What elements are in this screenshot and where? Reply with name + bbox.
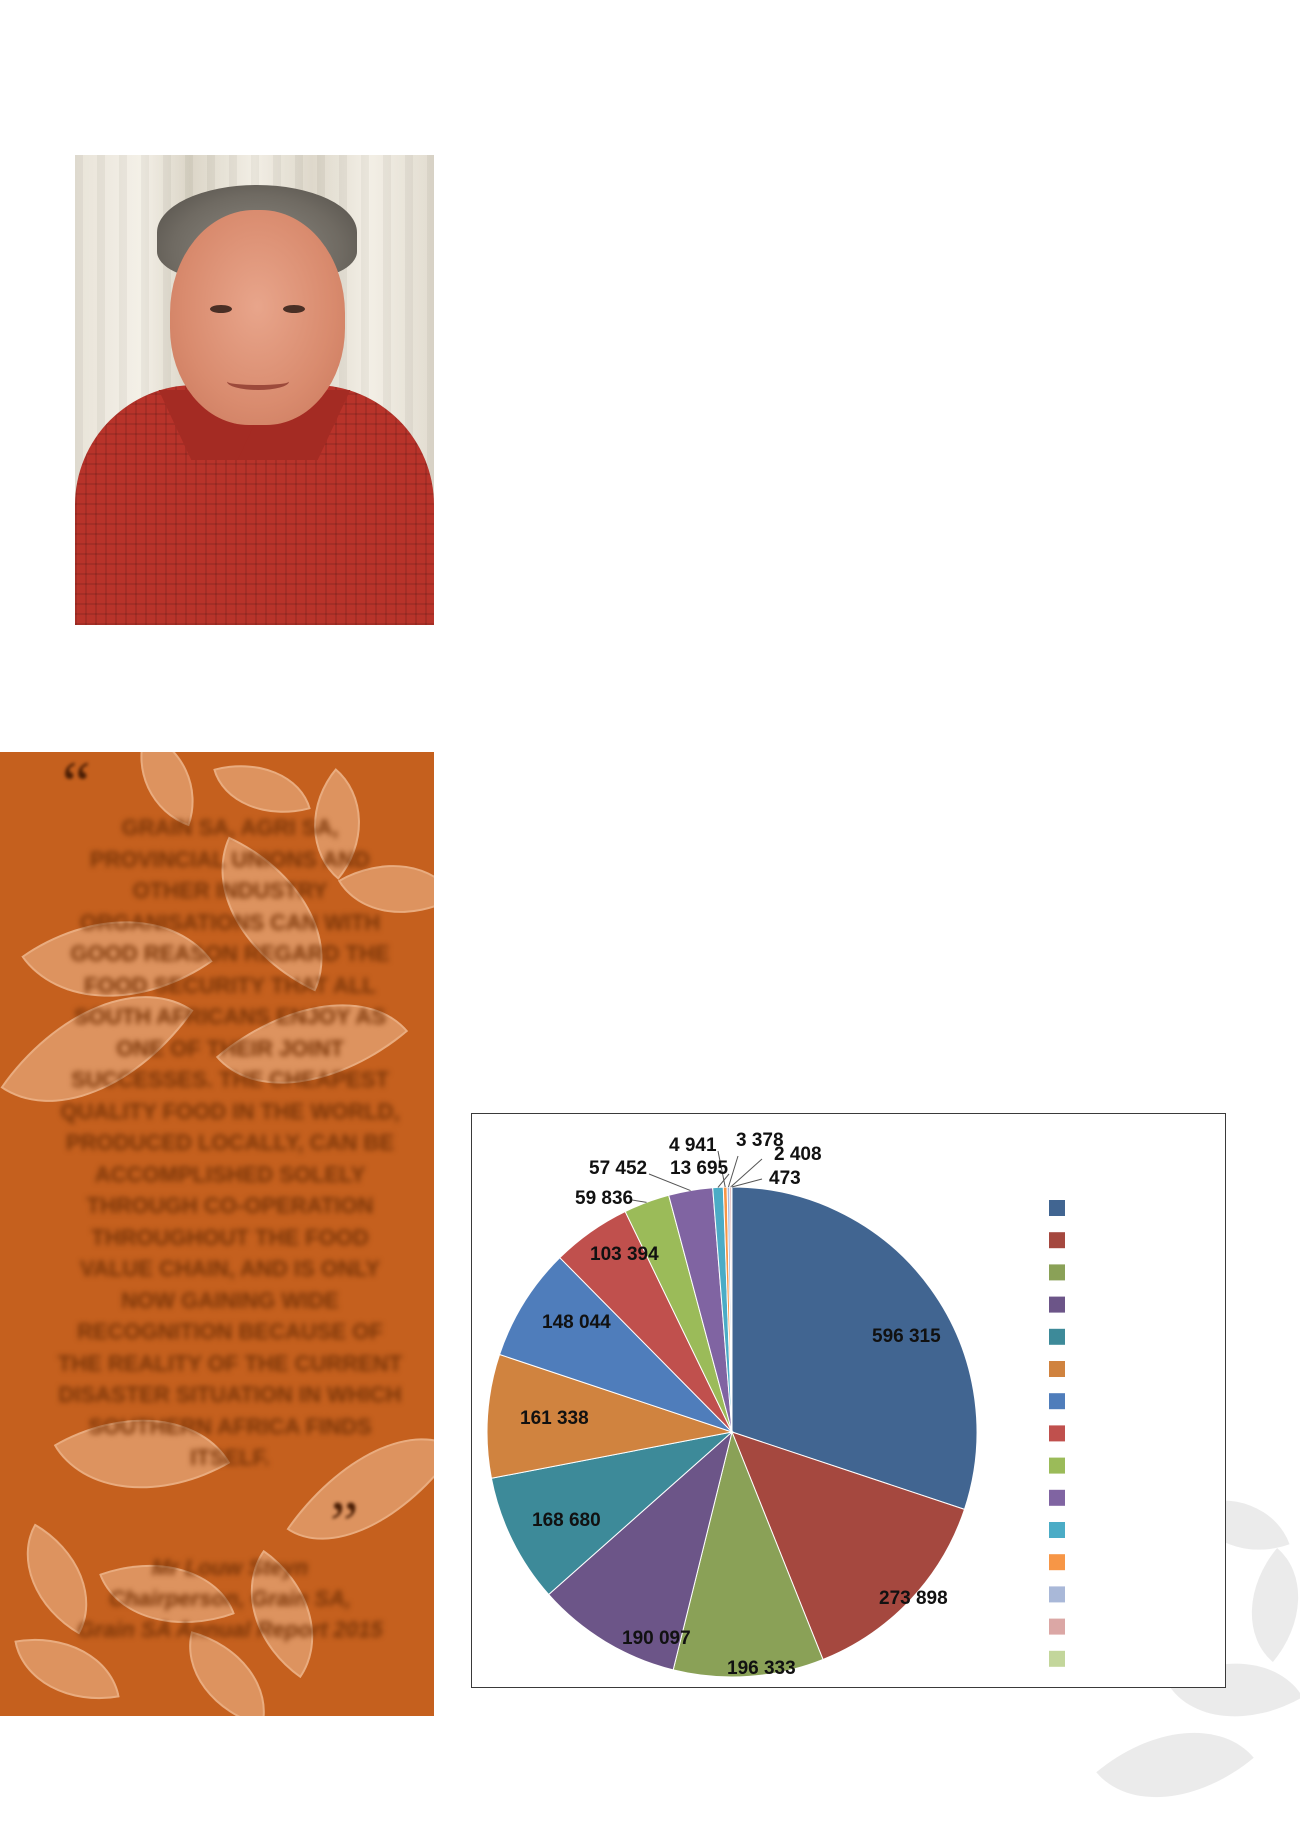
legend-swatch [1049,1586,1065,1602]
legend-swatch [1049,1393,1065,1409]
quote-attribution [40,1552,420,1645]
attribution-source: Grain SA Annual Report 2015 [40,1614,420,1645]
data-label: 3 378 [736,1130,784,1151]
legend-swatch [1049,1361,1065,1377]
quote-panel [0,752,434,1716]
data-label: 596 315 [872,1326,941,1347]
leaf-decoration [1219,1548,1300,1662]
quote-text: GRAIN SA, AGRI SA, PROVINCIAL UNIONS AND OTHER INDUSTRY ORGANISATIONS CAN WITH GOOD REASON REGARD THE FOOD SECURITY THAT ALL SOUTH AFRICANS ENJOY AS ONE OF THEIR JOINT SUCCESSES. THE CHEAPEST QUALITY FOOD IN THE WORLD, PRODUCED LOCALLY, CAN BE ACCOMPLISHED SOLELY THROUGH CO-OPERATION THROUGHOUT THE FOOD VALUE CHAIN, AND IS ONLY NOW GAINING WIDE RECOGNITION BECAUSE OF THE REALITY OF THE CURRENT DISASTER SITUATION IN WHICH SOUTHERN AFRICA FINDS ITSELF. [55,812,405,1474]
legend-swatch [1049,1554,1065,1570]
eye-right [283,305,305,313]
legend-swatch [1049,1458,1065,1474]
data-label: 103 394 [590,1244,659,1265]
open-quote-mark: “ [62,752,90,821]
eye-left [210,305,232,313]
close-quote-mark: ” [330,1487,358,1561]
data-label: 148 044 [542,1312,611,1333]
data-label: 4 941 [669,1135,717,1156]
legend-swatch [1049,1200,1065,1216]
data-label: 190 097 [622,1628,691,1649]
face [170,210,345,425]
pie-chart-svg [472,1114,1227,1689]
attribution-name: Mr Louw Steyn [40,1552,420,1583]
pie-chart [471,1113,1226,1688]
data-label: 59 836 [575,1188,633,1209]
legend-swatch [1049,1232,1065,1248]
legend-swatch [1049,1425,1065,1441]
leader-line [632,1200,647,1202]
legend-swatch [1049,1619,1065,1635]
legend-swatch [1049,1297,1065,1313]
data-label: 273 898 [879,1588,948,1609]
legend-swatch [1049,1490,1065,1506]
data-label: 161 338 [520,1408,589,1429]
smile [227,373,289,390]
legend-swatch [1049,1522,1065,1538]
data-label: 196 333 [727,1658,796,1679]
data-label: 13 695 [670,1158,729,1179]
data-label: 2 408 [774,1144,822,1165]
data-label: 473 [769,1168,801,1189]
portrait-photo [75,155,434,625]
leader-line [732,1179,762,1187]
legend-swatch [1049,1329,1065,1345]
attribution-role: Chairperson, Grain SA, [40,1583,420,1614]
data-label: 57 452 [589,1158,647,1179]
data-label: 168 680 [532,1510,601,1531]
legend-swatch [1049,1651,1065,1667]
legend-swatch [1049,1264,1065,1280]
